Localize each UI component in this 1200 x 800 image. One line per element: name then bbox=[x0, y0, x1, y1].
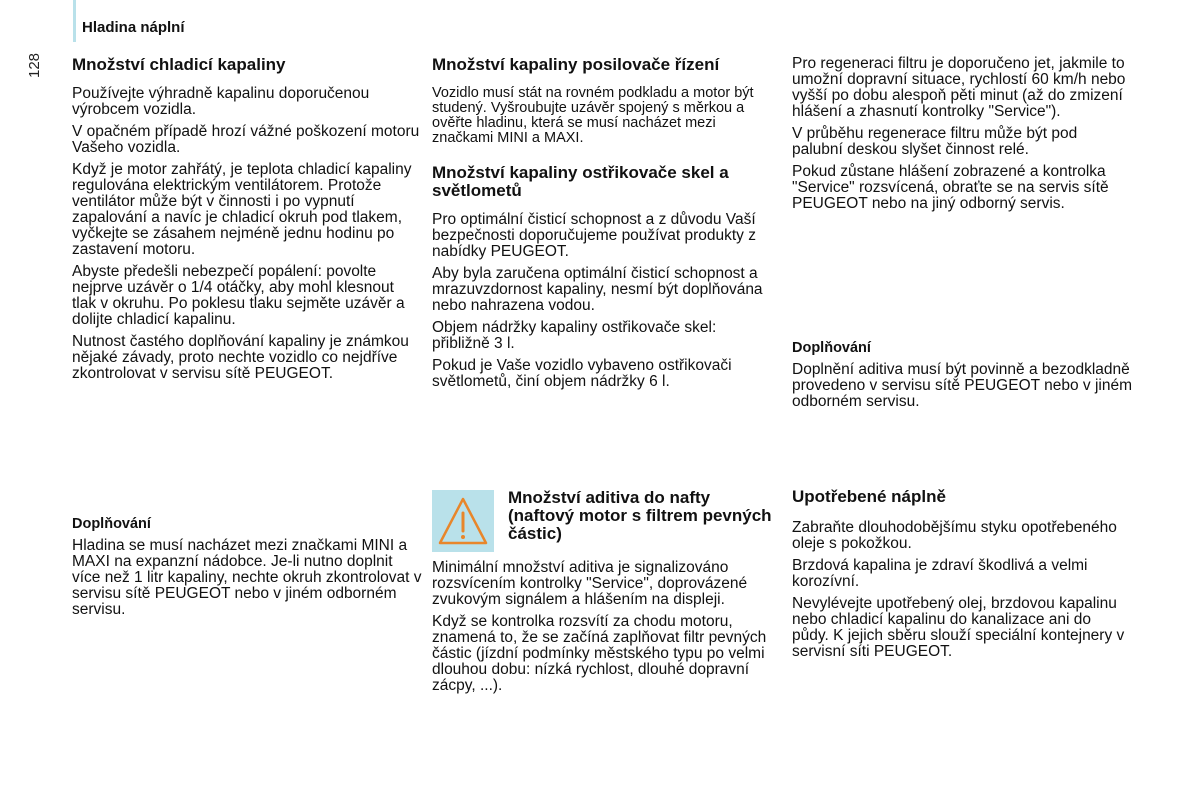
washer-heading: Množství kapaliny ostřikovače skel a světlometů bbox=[432, 163, 729, 200]
regen-paragraph-1: Pro regeneraci filtru je doporučeno jet, jakmile to umožní dopravní situace, rychlostí 60 km/h nebo vyšší po dobu alespoň pěti minut (až do zmizení hlášení a zhasnutí kontrolky "Service"). bbox=[792, 55, 1126, 120]
washer-paragraph-2: Aby byla zaručena optimální čisticí schopnost a mrazuvzdornost kapaliny, nesmí být doplňována nebo nahrazena vodou. bbox=[432, 265, 763, 314]
coolant-heading: Množství chladicí kapaliny bbox=[72, 55, 286, 74]
used-fluids-block bbox=[792, 488, 1132, 666]
coolant-paragraph-1: Používejte výhradně kapalinu doporučenou výrobcem vozidla. bbox=[72, 85, 370, 118]
column-regeneration bbox=[792, 56, 1132, 218]
additive-refill-block bbox=[792, 340, 1132, 416]
additive-heading: Množství aditiva do nafty (naftový motor s filtrem pevných částic) bbox=[508, 488, 772, 543]
column-steering-washer bbox=[432, 56, 772, 396]
header-accent-bar bbox=[73, 0, 76, 42]
coolant-paragraph-2: V opačném případě hrozí vážné poškození motoru Vašeho vozidla. bbox=[72, 123, 420, 156]
coolant-paragraph-3: Když je motor zahřátý, je teplota chladicí kapaliny regulována elektrickým ventilátorem. Protože ventilátor může být v činnosti i po vypnutí zapalování a navíc je chladicí okruh pod tlakem, vyčkejte se zásahem nejméně jednu hodinu po zastavení motoru. bbox=[72, 161, 412, 258]
additive-paragraph-1: Minimální množství aditiva je signalizováno rozsvícením kontrolky "Service", doprovázené zvukovým signálem a hlášením na displeji. bbox=[432, 559, 748, 608]
coolant-refill-heading: Doplňování bbox=[72, 516, 151, 532]
washer-paragraph-1: Pro optimální čisticí schopnost a z důvodu Vaší bezpečnosti doporučujeme používat produkty z nabídky PEUGEOT. bbox=[432, 211, 756, 260]
used-fluids-paragraph-2: Brzdová kapalina je zdraví škodlivá a velmi korozívní. bbox=[792, 557, 1088, 590]
page-number: 128 bbox=[26, 52, 43, 78]
regen-paragraph-2: V průběhu regenerace filtru může být pod palubní deskou slyšet činnost relé. bbox=[792, 125, 1078, 158]
used-fluids-paragraph-1: Zabraňte dlouhodobějšímu styku opotřebeného oleje s pokožkou. bbox=[792, 519, 1117, 552]
coolant-refill-text: Hladina se musí nacházet mezi značkami MINI a MAXI na expanzní nádobce. Je-li nutno doplnit více než 1 litr kapaliny, nechte okruh zkontrolovat v servisu sítě PEUGEOT nebo v jiném odborném servisu. bbox=[72, 537, 422, 618]
section-title: Hladina náplní bbox=[82, 19, 185, 36]
used-fluids-paragraph-3: Nevylévejte upotřebený olej, brzdovou kapalinu nebo chladicí kapalinu do kanalizace ani do půdy. K jejich sběru slouží speciální kontejnery v servisní síti PEUGEOT. bbox=[792, 595, 1125, 660]
coolant-paragraph-4: Abyste předešli nebezpečí popálení: povolte nejprve uzávěr o 1/4 otáčky, aby mohl klesnout tlak v okruhu. Po poklesu tlaku sejměte uzávěr a dolijte chladicí kapalinu. bbox=[72, 263, 405, 328]
used-fluids-heading: Upotřebené náplně bbox=[792, 487, 946, 506]
coolant-paragraph-5: Nutnost častého doplňování kapaliny je známkou nějaké závady, proto nechte vozidlo co nejdříve zkontrolovat v servisu sítě PEUGEOT. bbox=[72, 333, 409, 382]
additive-block bbox=[432, 560, 772, 700]
regen-paragraph-3: Pokud zůstane hlášení zobrazené a kontrolka "Service" rozsvícená, obraťte se na servis sítě PEUGEOT nebo na jiný odborný servis. bbox=[792, 163, 1109, 212]
additive-paragraph-2: Když se kontrolka rozsvítí za chodu motoru, znamená to, že se začíná zaplňovat filtr pevných částic (jízdní podmínky městského typu po velmi dlouhou dobu: nízká rychlost, dlouhé dopravní zácpy, ...). bbox=[432, 613, 767, 694]
washer-paragraph-3: Objem nádržky kapaliny ostřikovače skel: přibližně 3 l. bbox=[432, 319, 717, 352]
washer-paragraph-4: Pokud je Vaše vozidlo vybaveno ostřikovači světlometů, činí objem nádržky 6 l. bbox=[432, 357, 732, 390]
warning-triangle-icon bbox=[432, 490, 494, 552]
additive-refill-heading: Doplňování bbox=[792, 340, 871, 356]
warning-box bbox=[432, 490, 494, 552]
coolant-refill-block bbox=[72, 516, 422, 624]
steering-text: Vozidlo musí stát na rovném podkladu a motor být studený. Vyšroubujte uzávěr spojený s měrkou a ověřte hladinu, která se musí nacházet mezi značkami MINI a MAXI. bbox=[432, 85, 754, 146]
additive-refill-text: Doplnění aditiva musí být povinně a bezodkladně provedeno v servisu sítě PEUGEOT nebo v jiném odborném servisu. bbox=[792, 361, 1133, 410]
steering-heading: Množství kapaliny posilovače řízení bbox=[432, 55, 720, 74]
column-coolant bbox=[72, 56, 422, 388]
